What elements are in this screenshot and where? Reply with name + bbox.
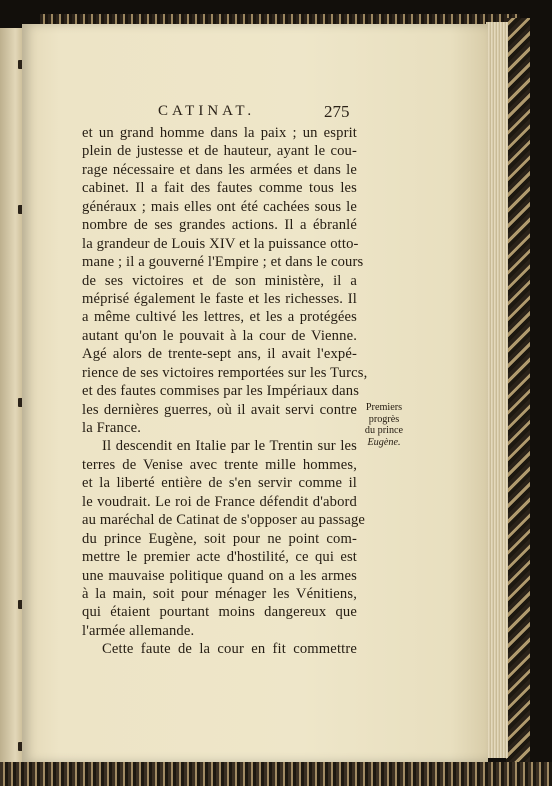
text-line: et un grand homme dans la paix ; un esprit [82,125,357,141]
text-line: généraux ; mais elles ont été cachées sous le [82,198,357,215]
text-line: et des fautes commises par les Impériaux dans [82,383,360,400]
book-cover-edge-bottom [0,762,552,786]
text-line: mettre le premier acte d'hostilité, ce qui est [82,549,357,566]
text-line: nombre de ses grandes actions. Il a ébranlé [82,217,357,234]
text-line: autant qu'on le pouvait à la cour de Vienne. [82,327,357,344]
text-line: de ses victoires et de son ministère, il a [82,272,357,289]
text-line: a même cultivé les lettres, et les a protégées [82,309,357,326]
text-line: rience de ses victoires remportées sur les Turcs, [82,364,368,381]
paragraph-first-line: Cette faute de la cour en fit commettre [102,641,357,658]
text-line: le voudrait. Le roi de France défendit d'abord [82,493,357,510]
text-line: au maréchal de Catinat de s'opposer au passage [82,512,366,529]
page-stack-edge [486,22,508,758]
margin-note-line [359,437,409,449]
text-line: mane ; il a gouverné l'Empire ; et dans le cours [82,254,364,271]
marbled-cover-edge [506,18,530,766]
page-number: 275 [324,102,350,121]
text-line: du prince Eugène, soit pour ne point com- [82,530,357,547]
text-line: la grandeur de Louis XIV et la puissance otto- [82,235,359,252]
text-line: une mauvaise politique quand on a les armes [82,567,357,584]
margin-note-line: du prince [364,425,404,437]
text-line: les dernières guerres, où il avait servi contre [82,401,357,418]
text-line: Agé alors de trente-sept ans, il avait l'expé- [82,346,357,363]
margin-note [359,402,409,448]
text-line: méprisé également le faste et les richesses. Il [82,290,357,307]
text-line: terres de Venise avec trente mille hommes, [82,456,357,473]
text-line: rage nécessaire et dans les armées et dans le [82,161,357,178]
text-line: à la main, soit pour ménager les Vénitiens, [82,585,357,602]
text-line: l'armée allemande. [82,622,195,639]
body-text [82,124,368,659]
running-head [152,103,402,125]
facing-page-edge [0,28,22,766]
text-line: la France. [82,420,142,436]
running-title: CATINAT. [158,103,256,119]
margin-note-italic: Eugène. [367,436,401,448]
text-line: et la liberté entière de s'en servir comme il [82,475,357,492]
paragraph-first-line: Il descendit en Italie par le Trentin sur les [102,438,357,455]
text-line: qui étaient pourtant moins dangereux que [82,604,357,621]
margin-note-line: progrès [368,413,400,425]
margin-note-line: Premiers [365,402,403,413]
text-line: cabinet. Il a fait des fautes comme tous les [82,180,357,197]
text-line: plein de justesse et de hauteur, ayant le cou- [82,143,357,160]
